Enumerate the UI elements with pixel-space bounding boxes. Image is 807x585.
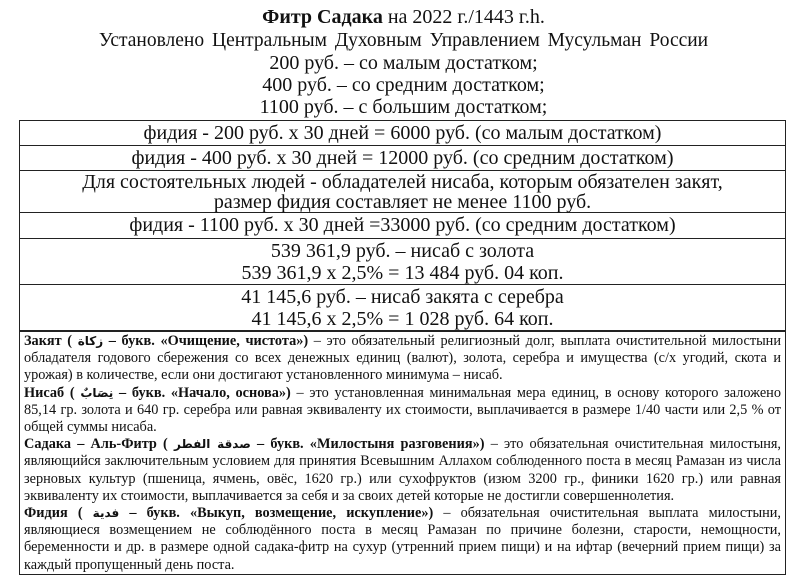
term-part: – букв. «Очищение, чистота»): [103, 333, 309, 349]
document-subtitle: Установлено Центральным Духовным Управлением Мусульман России: [98, 30, 709, 51]
definition-text: – это обязательная очистительная милостыня, являющийся заключительным условием для принятия Всевышним Аллахом соблюденного поста в месяц Рамазан из числа зерновых культур (пшеница, ячмень, овёс, 1620 гр.) или сухофруктов (изюм 3200 гр., финики 1620 гр.) или равная эквиваленту их стоимости, выплачивается за себя и за своих детей которые не достигли совершеннолетия.: [24, 436, 782, 504]
term-sadaka: [24, 436, 485, 452]
term-part: Фидия (: [24, 505, 93, 522]
row-line: размер фидия составляет не менее 1100 руб.: [213, 191, 592, 213]
row-line: Для состоятельных людей - обладателей нисаба, которым обязателен закят,: [82, 171, 723, 193]
term-part: – букв. «Милостыня разговения»): [250, 436, 485, 453]
term-part: – букв. «Начало, основа»): [113, 384, 291, 401]
table-row: фидия - 400 руб. х 30 дней = 12000 руб. (со средним достатком): [20, 146, 785, 171]
row-line: 539 361,9 х 2,5% = 13 484 руб. 04 коп.: [241, 262, 564, 284]
rate-large: 1100 руб. – с большим достатком;: [259, 96, 548, 118]
row-line: 539 361,9 руб. – нисаб с золота: [270, 240, 535, 262]
table-row: фидия - 200 руб. х 30 дней = 6000 руб. (со малым достатком): [20, 121, 785, 146]
arabic-word: زكاة: [77, 334, 104, 348]
table-row: фидия - 1100 руб. х 30 дней =33000 руб. (со средним достатком): [20, 213, 785, 239]
row-line: 41 145,6 х 2,5% = 1 028 руб. 64 коп.: [251, 308, 554, 330]
term-zakat: [24, 333, 308, 349]
term-part: Закят (: [24, 333, 78, 349]
table-row: [20, 171, 785, 213]
arabic-word: صدقة الفطر: [173, 437, 251, 452]
definition-text: – обязательная очистительная выплата милостыни, являющиеся возмещением не соблюдённого поста в месяц Рамазан по причине болезни, старости, немощности, беременности и др. в размере одной садака-фитр на сухур (утренний прием пищи) и на ифтар (вечерний прием пищи) за каждый пропущенный день поста.: [24, 505, 781, 573]
term-part: – букв. «Выкуп, возмещение, искупление»): [119, 505, 434, 522]
arabic-word: نِصَابٌ: [80, 385, 114, 400]
definition-nisab: [24, 385, 781, 437]
arabic-word: فدية: [92, 506, 120, 521]
term-fidia: [24, 505, 433, 521]
term-nisab: [24, 385, 291, 401]
title-bold: Фитр Садака: [262, 6, 383, 28]
fidia-table: [19, 120, 786, 332]
rate-small: 200 руб. – со малым достатком;: [269, 52, 538, 74]
definition-text: – это обязательный религиозный долг, выплата очистительной милостыни обладателя годового сбережения со всех денежных единиц (валют), золота, серебра и имущества (с/х угодий, скота и урожая) в количестве, если они достигают установленного минимума – нисаб.: [24, 333, 781, 384]
definition-fidia: [24, 505, 781, 574]
definition-sadaka: [24, 436, 781, 505]
term-part: Садака – Аль-Фитр (: [24, 436, 174, 453]
definition-text: – это установленная минимальная мера единиц, в основу которого заложено 85,14 гр. золота и 640 гр. серебра или равная эквиваленту их стоимости, выплачивается в размере 1/40 части или 2,5 % от общей суммы нисаба.: [24, 384, 781, 436]
rate-medium: 400 руб. – со средним достатком;: [262, 74, 545, 96]
title-rest: на 2022 г./1443 г.h.: [382, 6, 545, 28]
document-title: [0, 4, 807, 30]
definition-zakat: [24, 333, 781, 385]
row-line: 41 145,6 руб. – нисаб закята с серебра: [241, 286, 564, 308]
table-row: [20, 285, 785, 332]
definitions-box: [19, 330, 786, 575]
table-row: [20, 239, 785, 285]
term-part: Нисаб (: [24, 384, 81, 401]
